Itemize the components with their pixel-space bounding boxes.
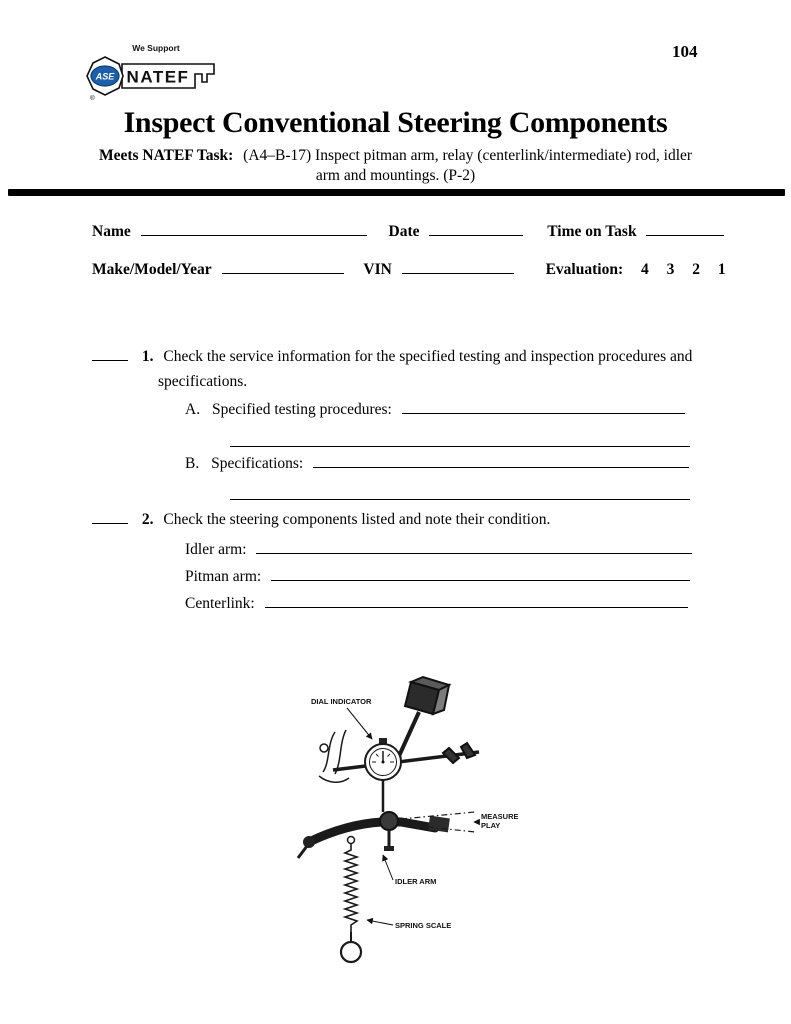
step-1b-continuation-blank <box>230 499 690 500</box>
page-title: Inspect Conventional Steering Components <box>123 106 668 139</box>
step-1a-row <box>185 398 685 420</box>
pitman-arm-row <box>185 565 690 587</box>
evaluation-score-4: 4 <box>640 261 649 278</box>
step-1a-letter: A. <box>185 401 201 418</box>
evaluation-score-3: 3 <box>666 261 675 278</box>
date-field-blank <box>429 220 523 236</box>
step-1-number: 1. <box>141 348 154 365</box>
step-2-number: 2. <box>141 511 154 528</box>
step-1b-label: Specifications: <box>211 455 304 472</box>
step-1a-label: Specified testing procedures: <box>211 401 392 418</box>
make-model-year-field-blank <box>222 258 344 274</box>
natef-task-line2: arm and mountings. (P-2) <box>315 167 476 184</box>
centerlink-condition-blank <box>265 592 688 608</box>
natef-task-label: Meets NATEF Task: <box>98 147 234 164</box>
we-support-text: We Support <box>132 43 180 53</box>
step-2-row <box>92 508 550 530</box>
measure-label: MEASURE <box>481 812 519 821</box>
step-2-text: Check the steering components listed and note their condition. <box>163 511 551 528</box>
step-1-check-blank <box>92 345 128 361</box>
natef-task-line1 <box>0 147 791 165</box>
pitman-arm-condition-label: Pitman arm: <box>185 568 262 585</box>
step-1-row <box>92 345 692 367</box>
registered-mark: ® <box>90 95 95 102</box>
evaluation-score-2: 2 <box>692 261 700 278</box>
dial-indicator-label: DIAL INDICATOR <box>311 697 372 706</box>
idler-arm-condition-blank <box>256 538 692 554</box>
step-1b-letter: B. <box>185 455 200 472</box>
vin-field-blank <box>402 258 514 274</box>
step-1-text-line1: Check the service information for the specified testing and inspection procedures and <box>163 348 693 365</box>
mounting-rod-icon <box>333 743 479 770</box>
form-row-2 <box>92 258 726 280</box>
step-1a-answer-blank <box>402 398 685 414</box>
natef-task-text1: (A4–B-17) Inspect pitman arm, relay (centerlink/intermediate) rod, idler <box>243 147 693 164</box>
name-field-blank <box>141 220 367 236</box>
spring-scale-icon <box>341 837 361 963</box>
play-label: PLAY <box>481 821 501 830</box>
divider-bar <box>8 189 785 196</box>
time-on-task-field-blank <box>646 220 724 236</box>
idler-arm-condition-label: Idler arm: <box>185 541 247 558</box>
step-1b-row <box>185 452 689 474</box>
step-1b-answer-blank <box>313 452 689 468</box>
natef-text: NATEF <box>126 67 190 87</box>
time-on-task-label: Time on Task <box>547 223 637 240</box>
idler-arm-figure-label: IDLER ARM <box>395 877 437 886</box>
dial-indicator-icon <box>365 738 401 812</box>
page-number: 104 <box>672 42 698 61</box>
centerlink-condition-label: Centerlink: <box>185 595 255 612</box>
step-1-text-line2: specifications. <box>158 373 248 390</box>
vin-label: VIN <box>363 261 392 278</box>
evaluation-score-1: 1 <box>717 261 726 278</box>
centerlink-row <box>185 592 688 614</box>
steering-linkage-figure <box>283 670 533 1000</box>
ase-text: ASE <box>95 71 115 82</box>
pitman-arm-condition-blank <box>271 565 690 581</box>
name-label: Name <box>92 223 131 240</box>
make-model-year-label: Make/Model/Year <box>92 261 212 278</box>
evaluation-label: Evaluation: <box>545 261 624 278</box>
idler-arm-icon <box>298 812 450 858</box>
frame-bracket-sketch <box>319 730 349 782</box>
natef-logo <box>86 40 218 102</box>
idler-arm-row <box>185 538 692 560</box>
date-label: Date <box>388 223 420 240</box>
spring-scale-label: SPRING SCALE <box>395 921 452 930</box>
step-1a-continuation-blank <box>230 446 690 447</box>
form-row-1 <box>92 220 724 242</box>
step-2-check-blank <box>92 508 128 524</box>
